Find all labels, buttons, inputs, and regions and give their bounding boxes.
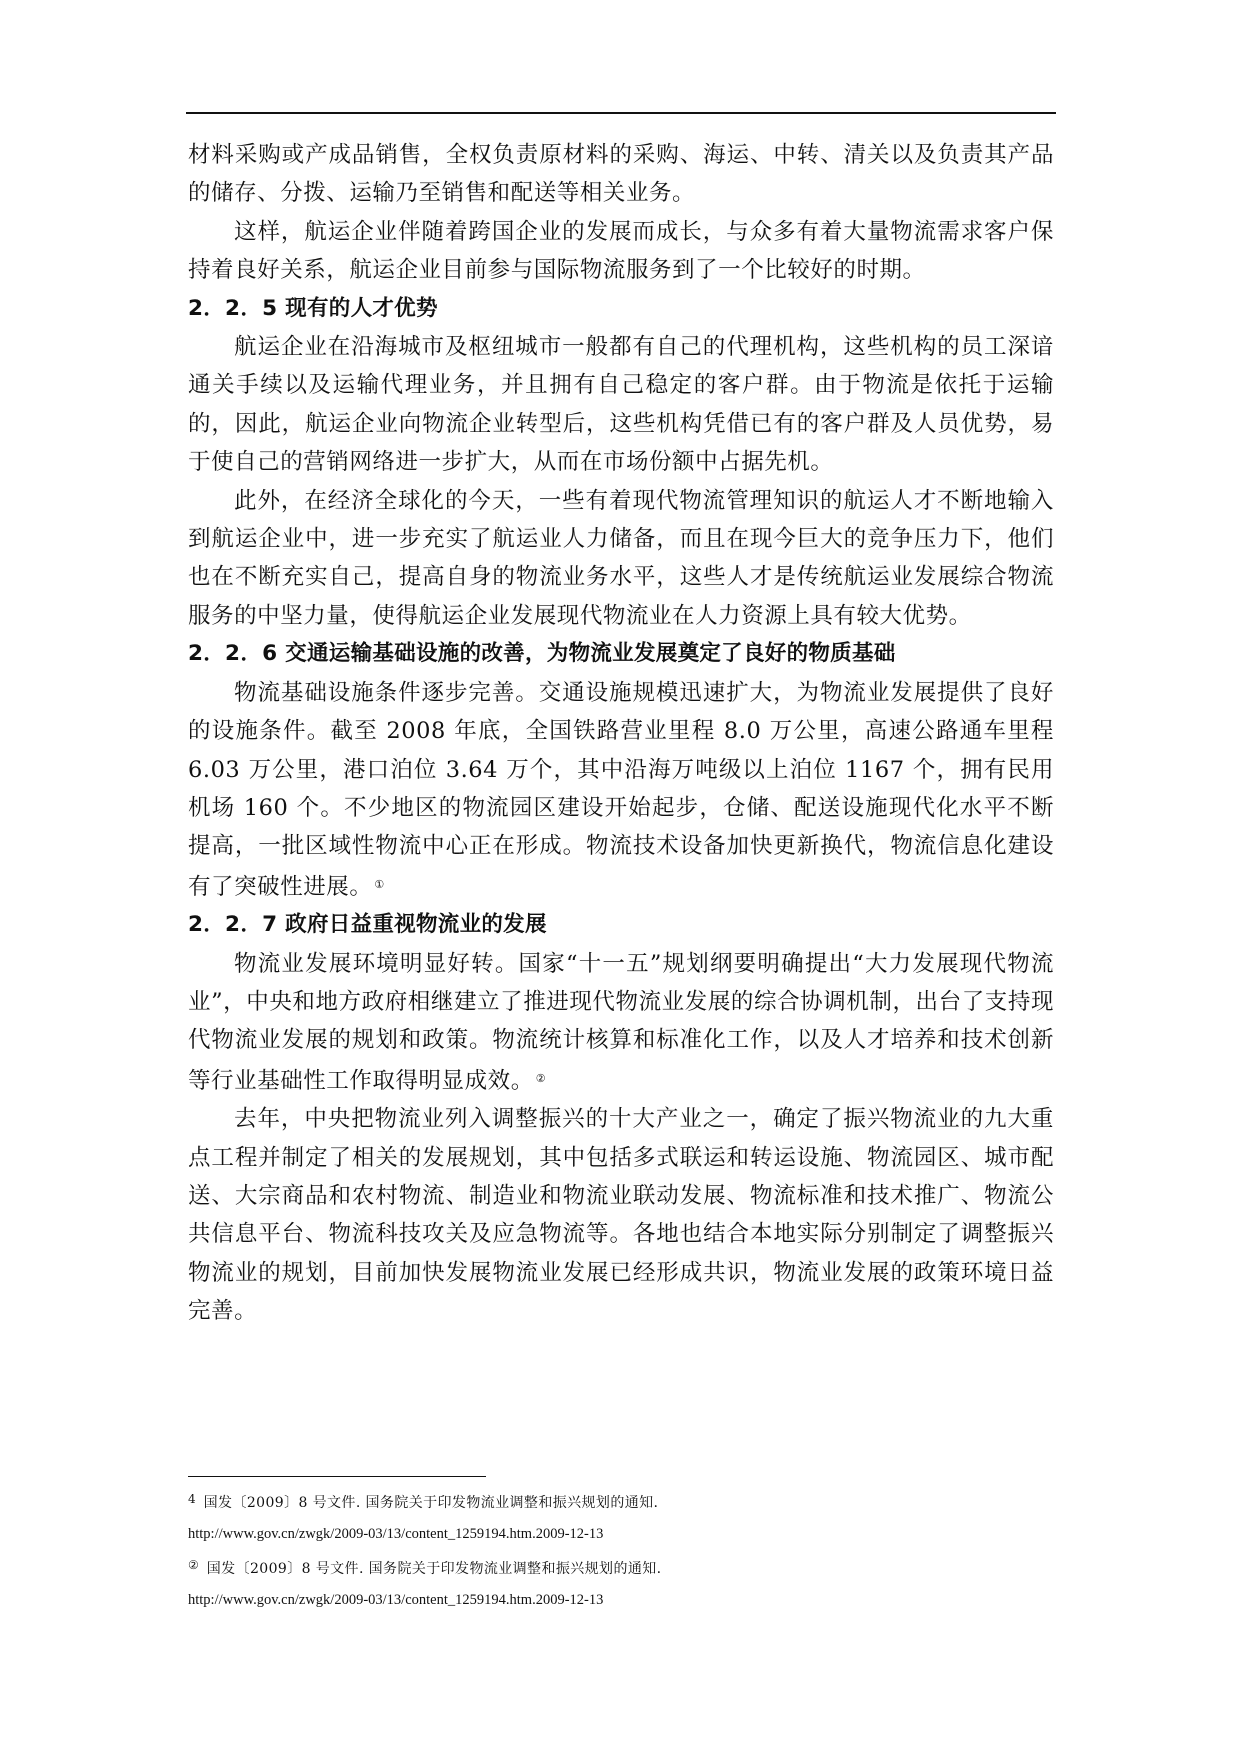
footnote-2 [188, 1550, 1054, 1585]
paragraph-policy-environment-text: 物流业发展环境明显好转。国家“十一五”规划纲要明确提出“大力发展现代物流业”，中央和地方政府相继建立了推进现代物流业发展的综合协调机制，出台了支持现代物流业发展的规划和政策。物流统计核算和标准化工作，以及人才培养和技术创新等行业基础性工作取得明显成效。 [188, 950, 1054, 1094]
footnote-2-url: http://www.gov.cn/zwgk/2009-03/13/content_1259194.htm.2009-12-13 [188, 1592, 604, 1608]
section-heading-2-2-5: 2．2．5 现有的人才优势 [188, 295, 438, 321]
paragraph-talent-advantage: 此外，在经济全球化的今天，一些有着现代物流管理知识的航运人才不断地输入到航运企业中，进一步充实了航运业人力储备，而且在现今巨大的竞争压力下，他们也在不断充实自己，提高自身的物流业务水平，这些人才是传统航运业发展综合物流服务的中坚力量，使得航运企业发展现代物流业在人力资源上具有较大优势。 [188, 487, 1054, 629]
footnote-1 [188, 1484, 1054, 1519]
paragraph-infrastructure-text: 物流基础设施条件逐步完善。交通设施规模迅速扩大，为物流业发展提供了良好的设施条件。截至 2008 年底，全国铁路营业里程 8.0 万公里，高速公路通车里程 6.03 万公里，港口泊位 3.64 万个，其中沿海万吨级以上泊位 1167 个，拥有民用机场 160 个。不少地区的物流园区建设开始起步，仓储、配送设施现代化水平不断提高，一批区域性物流中心正在形成。物流技术设备加快更新换代，物流信息化建设有了突破性进展。 [188, 679, 1054, 900]
paragraph-continuation: 材料采购或产成品销售，全权负责原材料的采购、海运、中转、清关以及负责其产品的储存、分拨、运输乃至销售和配送等相关业务。 [188, 142, 1054, 207]
paragraph-shipping-growth: 这样，航运企业伴随着跨国企业的发展而成长，与众多有着大量物流需求客户保持着良好关系，航运企业目前参与国际物流服务到了一个比较好的时期。 [188, 218, 1054, 284]
footnote-2-mark: ② [188, 1558, 199, 1572]
footnote-1-url: http://www.gov.cn/zwgk/2009-03/13/content_1259194.htm.2009-12-13 [188, 1526, 604, 1542]
footnote-1-mark: 4 [188, 1492, 196, 1506]
body-text [188, 136, 1054, 1331]
header-rule [186, 112, 1056, 114]
paragraph-infrastructure [188, 674, 1054, 906]
footnote-ref-1: ① [374, 877, 385, 891]
section-heading-2-2-7: 2．2．7 政府日益重视物流业的发展 [188, 912, 547, 938]
footnote-1-text: 国发〔2009〕8 号文件. 国务院关于印发物流业调整和振兴规划的通知. [203, 1495, 659, 1511]
paragraph-revitalization-plan: 去年，中央把物流业列入调整振兴的十大产业之一，确定了振兴物流业的九大重点工程并制定了相关的发展规划，其中包括多式联运和转运设施、物流园区、城市配送、大宗商品和农村物流、制造业和物流业联动发展、物流标准和技术推广、物流公共信息平台、物流科技攻关及应急物流等。各地也结合本地实际分别制定了调整振兴物流业的规划，目前加快发展物流业发展已经形成共识，物流业发展的政策环境日益完善。 [188, 1106, 1054, 1325]
footnote-separator [188, 1476, 486, 1477]
paragraph-agency-network: 航运企业在沿海城市及枢纽城市一般都有自己的代理机构，这些机构的员工深谙通关手续以及运输代理业务，并且拥有自己稳定的客户群。由于物流是依托于运输的，因此，航运企业向物流企业转型后，这些机构凭借已有的客户群及人员优势，易于使自己的营销网络进一步扩大，从而在市场份额中占据先机。 [188, 334, 1054, 476]
footnote-2-text: 国发〔2009〕8 号文件. 国务院关于印发物流业调整和振兴规划的通知. [206, 1561, 662, 1577]
footnote-ref-2: ② [535, 1071, 546, 1085]
paragraph-policy-environment [188, 945, 1054, 1101]
footnotes [188, 1484, 1054, 1616]
section-heading-2-2-6: 2．2．6 交通运输基础设施的改善，为物流业发展奠定了良好的物质基础 [188, 641, 896, 667]
